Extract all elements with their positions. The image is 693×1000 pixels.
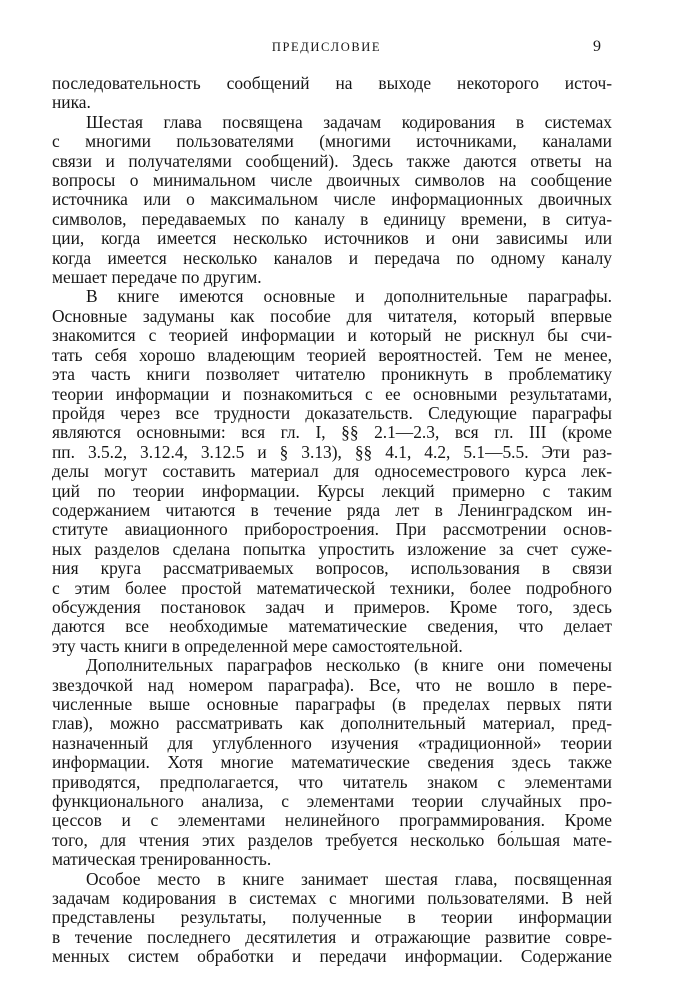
text-line: обсуждения постановок задач и примеров. Кроме того, здесь <box>52 597 612 617</box>
text-line: с этим более простой математической техники, более подробного <box>52 578 612 598</box>
text-line: ции, когда имеется несколько источников и они зависимы или <box>52 229 612 249</box>
paragraph <box>52 870 612 967</box>
paragraph <box>52 74 612 113</box>
text-line: численные выше основные параграфы (в пределах первых пяти <box>52 695 612 714</box>
text-line: знакомится с теорией информации и который не рискнул бы счи- <box>52 326 612 346</box>
text-line: ституте авиационного приборостроения. При рассмотрении основ- <box>52 520 612 540</box>
text-line: цессов и с элементами нелинейного программирования. Кроме <box>52 811 612 831</box>
text-line: источника или о максимальном числе информационных двоичных <box>52 190 612 210</box>
text-line: Основные задуманы как пособие для читателя, который впервые <box>52 306 612 326</box>
text-line: вопросы о минимальном числе двоичных символов на сообщение <box>52 171 612 191</box>
text-line: делы могут составить материал для односеместрового курса лек- <box>52 462 612 482</box>
text-line: назначенный для углубленного изучения «традиционной» теории <box>52 733 612 753</box>
text-line: теории информации и познакомиться с ее основными результатами, <box>52 384 612 404</box>
text-line: пп. 3.5.2, 3.12.4, 3.12.5 и § 3.13), §§ 4.1, 4.2, 5.1—5.5. Эти раз- <box>52 442 612 462</box>
text-line: ника. <box>52 93 91 113</box>
body-text <box>52 74 612 967</box>
page-number: 9 <box>593 38 601 55</box>
running-title: ПРЕДИСЛОВИЕ <box>271 40 382 54</box>
text-line: содержанием читаются в течение ряда лет в Ленинградском ин- <box>52 500 612 520</box>
text-line: задачам кодирования в системах с многими пользователями. В ней <box>52 889 612 909</box>
text-line: пройдя через все трудности доказательств. Следующие параграфы <box>52 403 612 423</box>
text-line: символов, передаваемых по каналу в единицу времени, в ситуа- <box>52 209 612 229</box>
text-line: последовательность сообщений на выходе некоторого источ- <box>52 74 612 93</box>
text-line: когда имеется несколько каналов и передача по одному каналу <box>52 248 612 268</box>
text-line: информации. Хотя многие математические сведения здесь также <box>52 753 612 773</box>
paragraph <box>52 113 612 288</box>
text-line: функционального анализа, с элементами теории случайных про- <box>52 792 612 812</box>
text-line: звездочкой над номером параграфа). Все, что не вошло в пере- <box>52 675 612 695</box>
paragraph <box>52 656 612 869</box>
text-line: менных систем обработки и передачи информации. Содержание <box>52 947 612 967</box>
text-line: ных разделов сделана попытка упростить изложение за счет суже- <box>52 539 612 559</box>
text-line: тать себя хорошо владеющим теорией вероятностей. Тем не менее, <box>52 345 612 365</box>
text-line: глав), можно рассматривать как дополнительный материал, пред- <box>52 714 612 734</box>
text-line: Дополнительных параграфов несколько (в книге они помечены <box>86 656 612 676</box>
text-line: того, для чтения этих разделов требуется несколько бо́льшая мате- <box>52 830 612 850</box>
text-line: эту часть книги в определенной мере самостоятельной. <box>52 636 463 656</box>
running-head <box>52 36 601 58</box>
text-line: даются все необходимые математические сведения, что делает <box>52 617 612 637</box>
text-line: матическая тренированность. <box>52 850 272 870</box>
text-line: связи и получателями сообщений). Здесь также даются ответы на <box>52 151 612 171</box>
paragraph <box>52 287 612 656</box>
text-line: Особое место в книге занимает шестая глава, посвященная <box>86 869 612 889</box>
text-line: Шестая глава посвящена задачам кодирования в системах <box>86 112 612 132</box>
text-line: являются основными: вся гл. I, §§ 2.1—2.3, вся гл. III (кроме <box>52 423 612 443</box>
text-line: приводятся, предполагается, что читатель знаком с элементами <box>52 772 612 792</box>
text-line: ния круга рассматриваемых вопросов, использования в связи <box>52 559 612 579</box>
text-line: мешает передаче по другим. <box>52 268 262 288</box>
text-line: эта часть книги позволяет читателю проникнуть в проблематику <box>52 365 612 385</box>
text-line: представлены результаты, полученные в теории информации <box>52 908 612 928</box>
text-line: с многими пользователями (многими источниками, каналами <box>52 132 612 152</box>
text-line: В книге имеются основные и дополнительные параграфы. <box>86 287 612 307</box>
text-line: ций по теории информации. Курсы лекций примерно с таким <box>52 481 612 501</box>
text-line: в течение последнего десятилетия и отражающие развитие совре- <box>52 927 612 947</box>
